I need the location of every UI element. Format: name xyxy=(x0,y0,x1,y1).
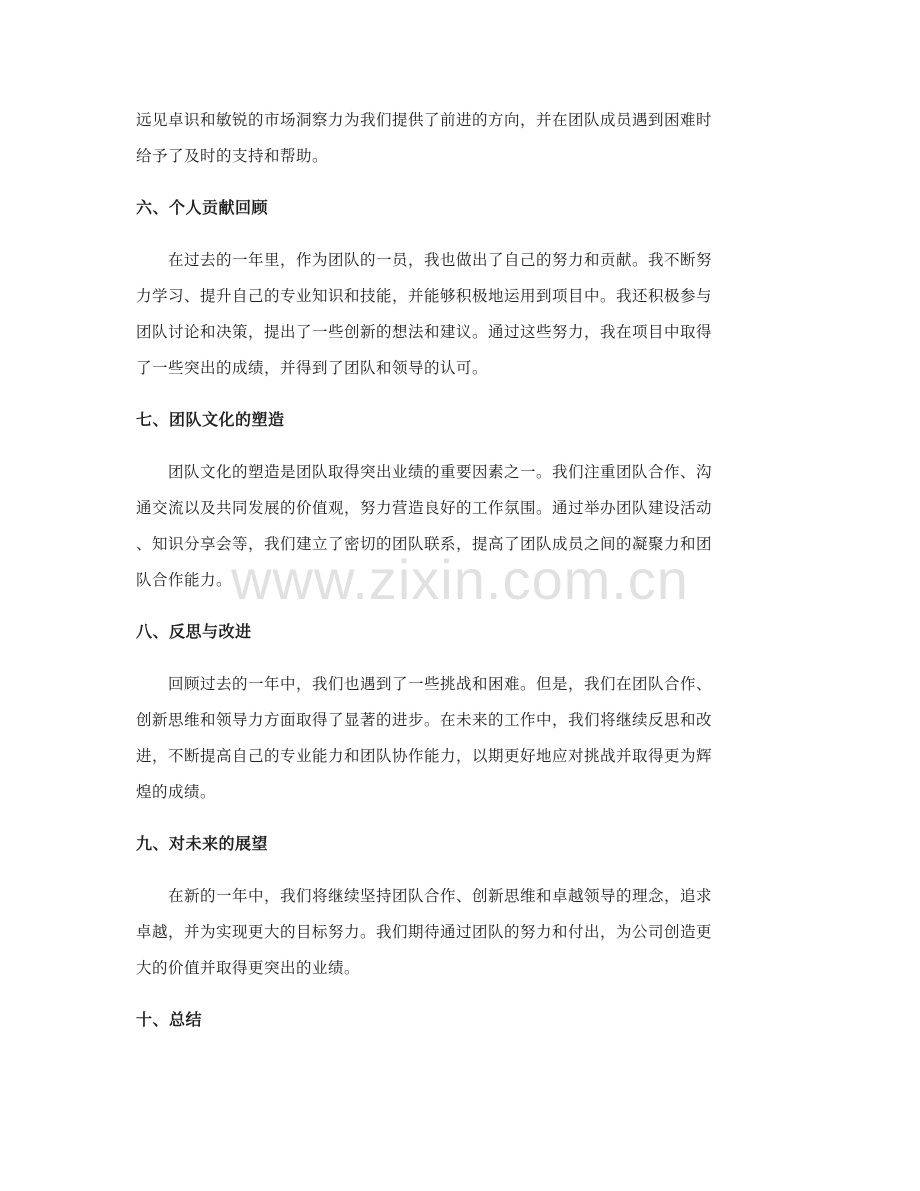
paragraph-line: 、知识分享会等，我们建立了密切的团队联系，提高了团队成员之间的凝聚力和团 xyxy=(136,535,713,553)
paragraph-line: 进，不断提高自己的专业能力和团队协作能力，以期更好地应对挑战并取得更为辉 xyxy=(136,747,713,765)
paragraph-line: 团队文化的塑造是团队取得突出业绩的重要因素之一。我们注重团队合作、沟 xyxy=(168,463,713,481)
section-heading-6: 六、个人贡献回顾 xyxy=(136,198,269,217)
paragraph-line: 回顾过去的一年中，我们也遇到了一些挑战和困难。但是，我们在团队合作、 xyxy=(168,675,713,693)
paragraph-line: 队合作能力。 xyxy=(136,571,233,589)
paragraph-line: 了一些突出的成绩，并得到了团队和领导的认可。 xyxy=(136,359,489,377)
paragraph-line: 在过去的一年里，作为团队的一员，我也做出了自己的努力和贡献。我不断努 xyxy=(168,251,713,269)
paragraph-line: 给予了及时的支持和帮助。 xyxy=(136,147,329,165)
paragraph-line: 在新的一年中，我们将继续坚持团队合作、创新思维和卓越领导的理念，追求 xyxy=(168,887,713,905)
paragraph-line: 大的价值并取得更突出的业绩。 xyxy=(136,959,361,977)
paragraph-line: 团队讨论和决策，提出了一些创新的想法和建议。通过这些努力，我在项目中取得 xyxy=(136,323,713,341)
paragraph-line: 煌的成绩。 xyxy=(136,783,217,801)
paragraph-line: 远见卓识和敏锐的市场洞察力为我们提供了前进的方向，并在团队成员遇到困难时 xyxy=(136,111,713,129)
section-heading-10: 十、总结 xyxy=(136,1010,203,1029)
watermark: www.zixin.com.cn xyxy=(231,548,689,611)
paragraph-line: 创新思维和领导力方面取得了显著的进步。在未来的工作中，我们将继续反思和改 xyxy=(136,711,713,729)
section-heading-7: 七、团队文化的塑造 xyxy=(136,410,285,429)
section-heading-9: 九、对未来的展望 xyxy=(136,834,269,853)
section-heading-8: 八、反思与改进 xyxy=(136,622,252,641)
paragraph-line: 力学习、提升自己的专业知识和技能，并能够积极地运用到项目中。我还积极参与 xyxy=(136,287,713,305)
paragraph-line: 通交流以及共同发展的价值观，努力营造良好的工作氛围。通过举办团队建设活动 xyxy=(136,499,713,517)
paragraph-line: 卓越，并为实现更大的目标努力。我们期待通过团队的努力和付出，为公司创造更 xyxy=(136,923,713,941)
